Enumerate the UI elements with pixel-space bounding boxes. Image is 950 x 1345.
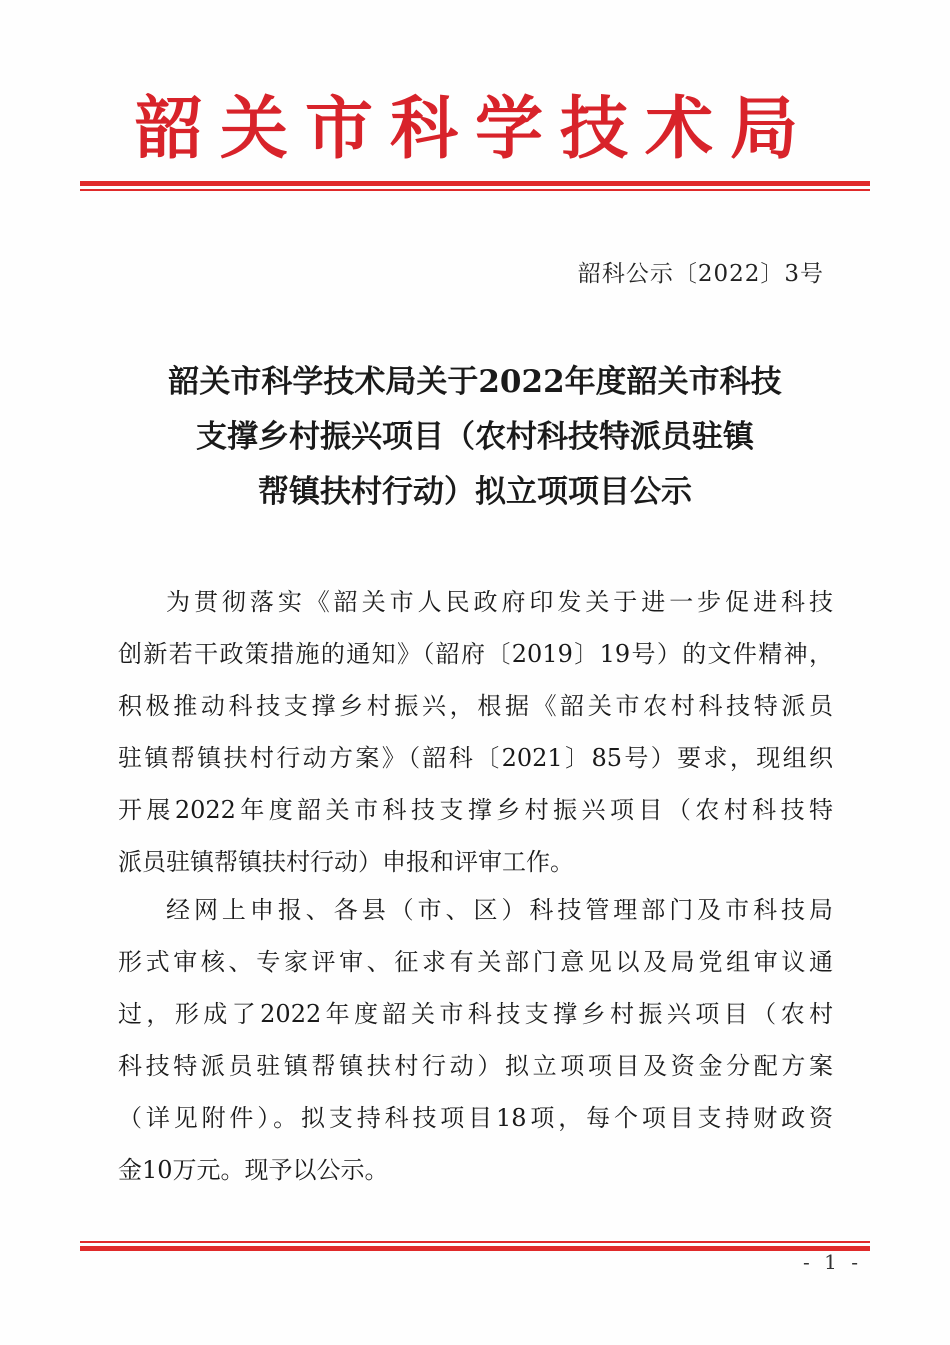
- document-title-line: 帮镇扶村行动）拟立项项目公示: [258, 474, 692, 510]
- body-paragraph-1: [118, 576, 833, 888]
- paragraph-line: 开展2022年度韶关市科技支撑乡村振兴项目（农村科技特: [118, 796, 833, 824]
- header-red-rule-thin: [80, 189, 870, 191]
- paragraph-line: 创新若干政策措施的通知》（韶府〔2019〕19号）的文件精神，: [118, 640, 833, 668]
- footer-red-rule-thick: [80, 1246, 870, 1251]
- document-title: [110, 355, 840, 520]
- footer-red-rule-thin: [80, 1241, 870, 1243]
- paragraph-line: 为贯彻落实《韶关市人民政府印发关于进一步促进科技: [166, 588, 833, 616]
- header-red-rule-thick: [80, 181, 870, 186]
- paragraph-line: 过，形成了2022年度韶关市科技支撑乡村振兴项目（农村: [118, 1000, 833, 1028]
- document-number: 韶科公示〔2022〕3号: [577, 261, 824, 287]
- paragraph-line: 形式审核、专家评审、征求有关部门意见以及局党组审议通: [118, 948, 833, 976]
- paragraph-line: 科技特派员驻镇帮镇扶村行动）拟立项项目及资金分配方案: [118, 1052, 833, 1080]
- paragraph-line: 积极推动科技支撑乡村振兴，根据《韶关市农村科技特派员: [118, 692, 833, 720]
- agency-header-title: 韶关市科学技术局: [134, 89, 815, 169]
- paragraph-line: 经网上申报、各县（市、区）科技管理部门及市科技局: [166, 896, 833, 924]
- page-number: - 1 -: [803, 1250, 862, 1274]
- paragraph-line: （详见附件）。拟支持科技项目18项，每个项目支持财政资: [118, 1104, 833, 1132]
- document-title-line: 韶关市科学技术局关于2022年度韶关市科技: [168, 364, 782, 400]
- document-title-line: 支撑乡村振兴项目（农村科技特派员驻镇: [196, 419, 754, 455]
- body-paragraph-2: [118, 884, 833, 1196]
- paragraph-line: 金10万元。现予以公示。: [118, 1156, 389, 1184]
- paragraph-line: 驻镇帮镇扶村行动方案》（韶科〔2021〕85号）要求，现组织: [118, 744, 833, 772]
- paragraph-line: 派员驻镇帮镇扶村行动）申报和评审工作。: [118, 848, 574, 876]
